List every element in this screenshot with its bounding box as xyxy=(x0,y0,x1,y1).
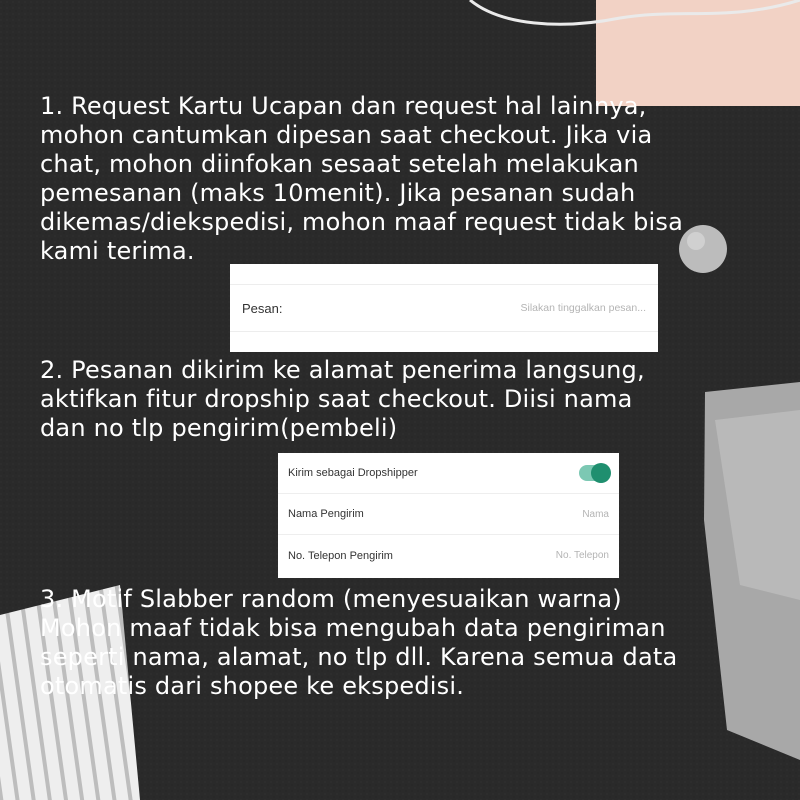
instruction-paragraph-3: 3. Motif Slabber random (menyesuaikan warna) Mohon maaf tidak bisa mengubah data pengiriman seperti nama, alamat, no tlp dll. Karena semua data otomatis dari shopee ke ekspedisi. xyxy=(40,585,678,700)
card-top-strip xyxy=(230,264,658,285)
sender-name-row[interactable] xyxy=(278,494,619,535)
instruction-paragraph-1: 1. Request Kartu Ucapan dan request hal lainnya, mohon cantumkan dipesan saat checkout. Jika via chat, mohon diinfokan sesaat setelah melakukan pemesanan (maks 10menit). Jika pesanan sudah dikemas/diekspedisi, mohon maaf request tidak bisa kami terima. xyxy=(40,92,683,265)
sender-phone-label: No. Telepon Pengirim xyxy=(288,549,393,562)
message-row[interactable] xyxy=(230,285,658,331)
dropshipper-toggle-row[interactable] xyxy=(278,453,619,494)
message-field-screenshot xyxy=(230,264,658,352)
dropshipper-toggle[interactable] xyxy=(579,465,609,481)
sender-phone-row[interactable] xyxy=(278,535,619,576)
dropship-form-screenshot xyxy=(278,453,619,578)
sender-phone-input[interactable]: No. Telepon xyxy=(555,550,609,561)
card-bottom-strip xyxy=(230,331,658,353)
toggle-knob xyxy=(591,463,611,483)
instruction-paragraph-2: 2. Pesanan dikirim ke alamat penerima langsung, aktifkan fitur dropship saat checkout. Diisi nama dan no tlp pengirim(pembeli) xyxy=(40,356,645,442)
message-label: Pesan: xyxy=(242,300,283,316)
dropshipper-toggle-label: Kirim sebagai Dropshipper xyxy=(288,467,418,479)
sender-name-input[interactable]: Nama xyxy=(582,508,609,520)
message-input[interactable]: Silakan tinggalkan pesan... xyxy=(520,302,646,314)
sender-name-label: Nama Pengirim xyxy=(288,508,364,520)
